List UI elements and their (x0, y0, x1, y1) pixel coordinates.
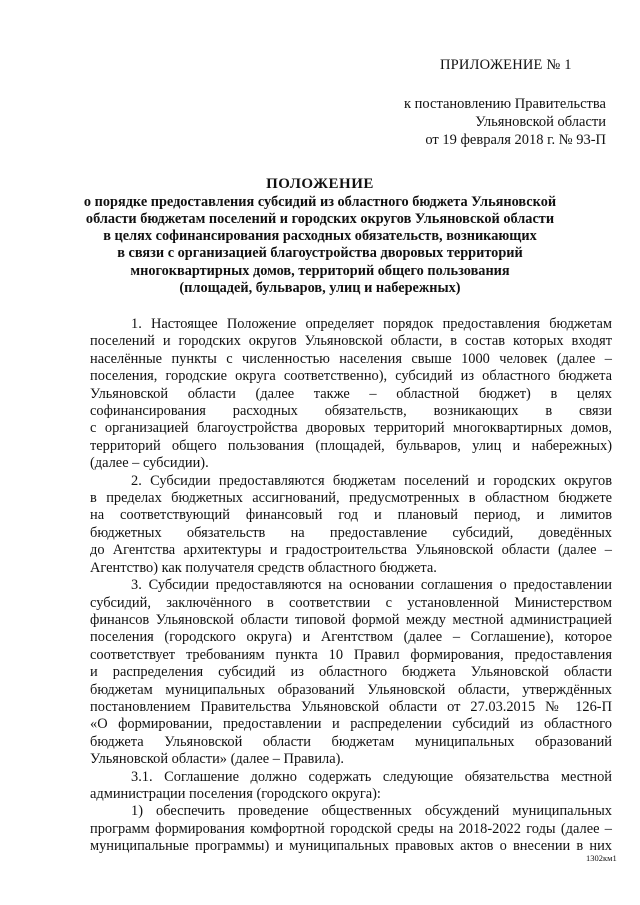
body-line: 3. Субсидии предоставляются на основании соглашения о предоставлении (131, 577, 612, 594)
body-line: поселений и городских округов Ульяновской области, в состав которых входят (90, 333, 612, 350)
document-code: 1302км1 (586, 853, 617, 863)
body-line: софинансирования расходных обязательств, возникающих в связи (90, 403, 612, 420)
body-line: программ формирования комфортной городской среды на 2018-2022 годы (далее – (90, 820, 612, 837)
title-line: области бюджетам поселений и городских округов Ульяновской области (85, 210, 555, 227)
body-line: населённые пункты с численностью населения свыше 1000 человек (далее – (90, 350, 612, 367)
title-line: о порядке предоставления субсидий из областного бюджета Ульяновской (83, 193, 557, 210)
body-line: в пределах бюджетных ассигнований, предусмотренных в областном бюджете (90, 490, 612, 507)
decree-reference-line: Ульяновской области (475, 114, 606, 130)
body-line: бюджета Ульяновской области бюджетам муниципальных образований (90, 733, 612, 750)
title-heading: ПОЛОЖЕНИЕ (266, 176, 374, 192)
body-line: «О формировании, предоставлении и распределении субсидий из областного (90, 716, 612, 733)
title-line: многоквартирных домов, территорий общего пользования (130, 262, 510, 279)
body-line: территорий общего пользования (площадей, бульваров, улиц и набережных) (90, 437, 612, 454)
body-line: соответствует требованиям пункта 10 Правил формирования, предоставления (90, 646, 612, 663)
body-line: постановлением Правительства Ульяновской области от 27.03.2015 № 126-П (90, 698, 612, 715)
document-title (60, 176, 580, 297)
body-line: поселения (городского округа) и Агентством (далее – Соглашение), которое (90, 629, 612, 646)
body-line: 1. Настоящее Положение определяет порядок предоставления бюджетам (131, 316, 612, 332)
body-line: с организацией благоустройства дворовых территорий многоквартирных домов, (90, 420, 612, 437)
title-line: (площадей, бульваров, улиц и набережных) (179, 279, 461, 296)
body-line: 3.1. Соглашение должно содержать следующие обязательства местной (131, 768, 612, 785)
body-line: на соответствующий финансовый год и плановый период, и лимитов (90, 507, 612, 524)
body-line: до Агентства архитектуры и градостроительства Ульяновской области (далее – (90, 542, 612, 559)
body-line: Агентство) как получателя средств областного бюджета. (90, 559, 437, 576)
body-line: субсидий, заключённого в соответствии с установленной Министерством (90, 594, 612, 611)
decree-reference (390, 95, 606, 149)
appendix-label: ПРИЛОЖЕНИЕ № 1 (440, 57, 572, 73)
body-line: бюджетных обязательств на предоставление субсидий, доведённых (90, 524, 612, 541)
body-line: финансов Ульяновской области типовой формой между местной администрацией (90, 611, 612, 628)
body-line: 2. Субсидии предоставляются бюджетам поселений и городских округов (131, 472, 612, 489)
body-line: Ульяновской области (далее также – областной бюджет) в целях (90, 385, 612, 402)
body-line: Ульяновской области» (далее – Правила). (90, 751, 344, 768)
document-body (90, 316, 612, 856)
body-line: поселения, городские округа соответственно), субсидий из областного бюджета (90, 368, 612, 385)
decree-reference-line: к постановлению Правительства (404, 96, 606, 112)
body-line: 1) обеспечить проведение общественных обсуждений муниципальных (131, 803, 612, 820)
title-line: в связи с организацией благоустройства дворовых территорий (117, 245, 523, 262)
decree-reference-line: от 19 февраля 2018 г. № 93-П (425, 132, 606, 148)
body-line: бюджетам муниципальных образований Ульяновской области, утверждённых (90, 681, 612, 698)
body-line: и распределения субсидий из областного бюджета Ульяновской области (90, 664, 612, 681)
body-line: (далее – субсидии). (90, 455, 209, 472)
title-line: в целях софинансирования расходных обязательств, возникающих (103, 228, 537, 245)
body-line: муниципальные программы) и муниципальных правовых актов о внесении в них (90, 838, 612, 855)
body-line: администрации поселения (городского округа): (90, 785, 381, 802)
